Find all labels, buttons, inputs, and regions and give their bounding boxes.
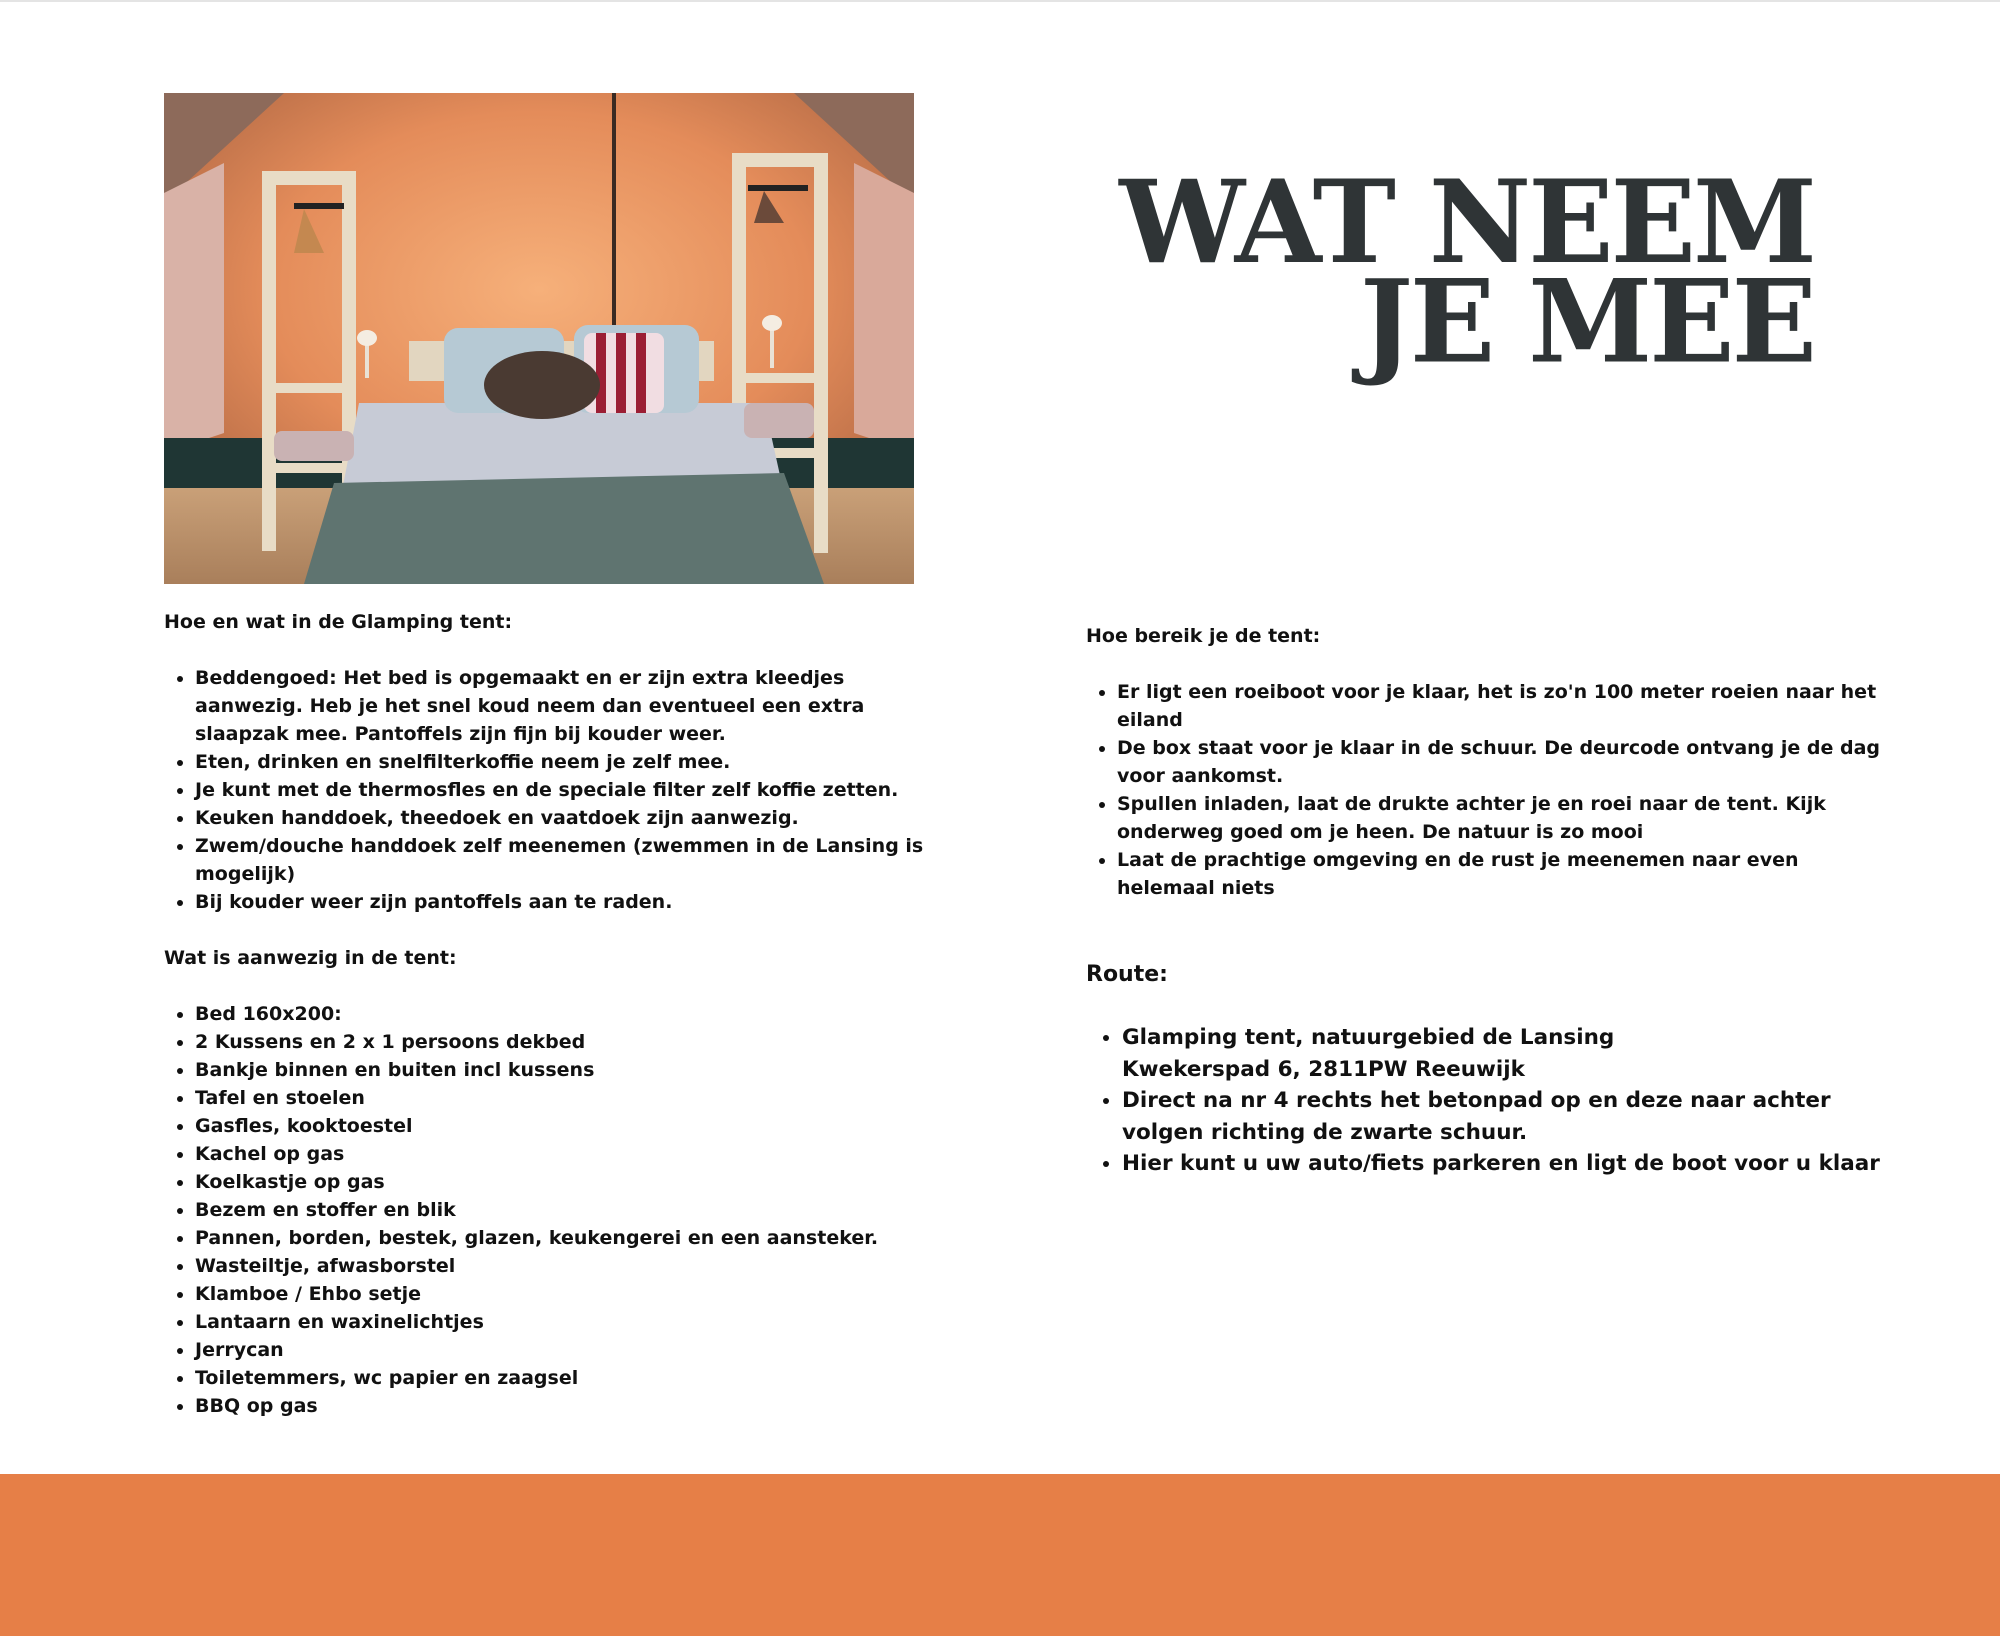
list-item: • Wasteiltje, afwasborstel: [195, 1252, 924, 1280]
list-item: • Hier kunt u uw auto/fiets parkeren en ligt de boot voor u klaar: [1122, 1148, 1886, 1180]
list-item: • Jerrycan: [195, 1336, 924, 1364]
list-item: • Gasfles, kooktoestel: [195, 1112, 924, 1140]
list-item: • Bij kouder weer zijn pantoffels aan te raden.: [195, 888, 924, 916]
title-line-2: JE MEE: [1359, 255, 1814, 390]
list-item: • Zwem/douche handdoek zelf meenemen (zwemmen in de Lansing is mogelijk): [195, 832, 924, 888]
list-item: • Bed 160x200:: [195, 1000, 924, 1028]
list-item: • Bankje binnen en buiten incl kussens: [195, 1056, 924, 1084]
route-location: Glamping tent, natuurgebied de Lansing: [1122, 1025, 1615, 1050]
section-heading-reach: Hoe bereik je de tent:: [1086, 625, 1321, 647]
list-item: • Er ligt een roeiboot voor je klaar, het is zo'n 100 meter roeien naar het eiland: [1117, 678, 1886, 734]
list-item: • Klamboe / Ehbo setje: [195, 1280, 924, 1308]
list-item: • Kachel op gas: [195, 1140, 924, 1168]
list-item: • Toiletemmers, wc papier en zaagsel: [195, 1364, 924, 1392]
present-items-list: [164, 1000, 924, 1420]
route-list: [1086, 1022, 1886, 1180]
route-address-item: [1122, 1022, 1886, 1085]
list-item: • Laat de prachtige omgeving en de rust je meenemen naar even helemaal niets: [1117, 846, 1886, 902]
list-item: • Keuken handdoek, theedoek en vaatdoek zijn aanwezig.: [195, 804, 924, 832]
list-item: • Direct na nr 4 rechts het betonpad op en deze naar achter volgen richting de zwarte schuur.: [1122, 1085, 1886, 1148]
footer-accent-band: [0, 1474, 2000, 1636]
list-item: • Beddengoed: Het bed is opgemaakt en er zijn extra kleedjes aanwezig. Heb je het snel koud neem dan eventueel een extra slaapzak mee. Pantoffels zijn fijn bij kouder weer.: [195, 664, 924, 748]
route-heading: Route:: [1086, 962, 1168, 987]
tent-bed-photo: [164, 93, 914, 584]
reach-tent-list: [1086, 678, 1886, 902]
left-column: [164, 608, 924, 1448]
top-divider: [0, 0, 2000, 2]
list-item: • 2 Kussens en 2 x 1 persoons dekbed: [195, 1028, 924, 1056]
route-address: Kwekerspad 6, 2811PW Reeuwijk: [1122, 1056, 1525, 1082]
list-item: • De box staat voor je klaar in de schuur. De deurcode ontvang je de dag voor aankomst.: [1117, 734, 1886, 790]
list-item: • Eten, drinken en snelfilterkoffie neem je zelf mee.: [195, 748, 924, 776]
list-item: • BBQ op gas: [195, 1392, 924, 1420]
list-item: • Spullen inladen, laat de drukte achter je en roei naar de tent. Kijk onderweg goed om je heen. De natuur is zo mooi: [1117, 790, 1886, 846]
section-heading-present: Wat is aanwezig in de tent:: [164, 947, 457, 969]
list-item: • Koelkastje op gas: [195, 1168, 924, 1196]
list-item: • Pannen, borden, bestek, glazen, keukengerei en een aansteker.: [195, 1224, 924, 1252]
right-column: [1086, 622, 1886, 1208]
page-title: [1054, 155, 1814, 390]
list-item: • Tafel en stoelen: [195, 1084, 924, 1112]
list-item: • Je kunt met de thermosfles en de speciale filter zelf koffie zetten.: [195, 776, 924, 804]
list-item: • Lantaarn en waxinelichtjes: [195, 1308, 924, 1336]
section-heading-glamping: Hoe en wat in de Glamping tent:: [164, 611, 513, 633]
title-line-1: WAT NEEM: [1119, 155, 1814, 290]
list-item: • Bezem en stoffer en blik: [195, 1196, 924, 1224]
glamping-info-list: [164, 664, 924, 916]
